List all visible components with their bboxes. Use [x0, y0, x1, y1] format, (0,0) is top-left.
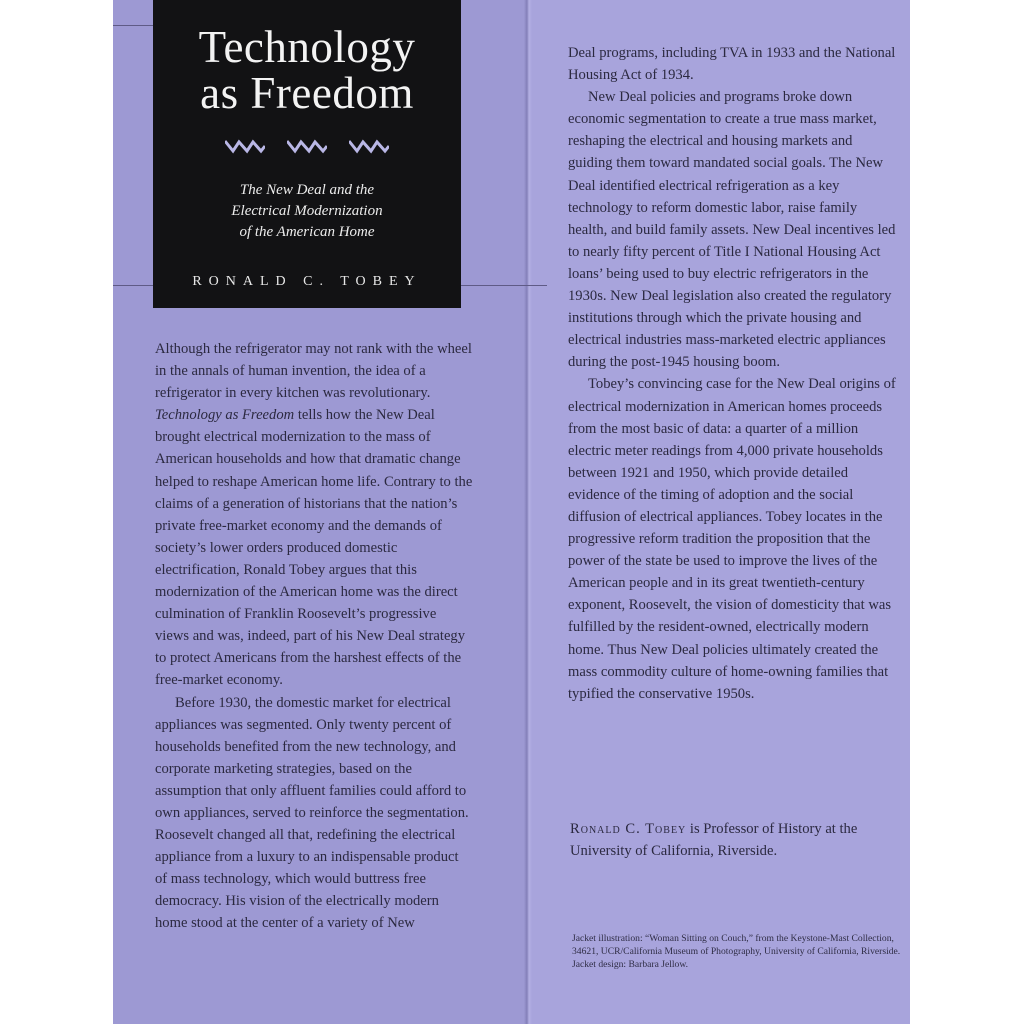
author-bio	[570, 818, 900, 862]
right-paragraph-1: New Deal policies and programs broke down economic segmentation to create a true mass market, reshaping the electrical and housing markets and guiding them toward mandated social goals. The New Deal identified electrical refrigeration as a key technology to reform domestic labor, raise family health, and build family assets. New Deal incentives led to nearly fifty percent of Title I National Housing Act loans’ being used to buy electric refrigerators in the 1930s. New Deal legislation also created the regulatory institutions through which the private housing and electrical industries mass-marketed electric appliances during the post-1945 housing boom.	[568, 89, 896, 371]
lightning-bolt-icon	[349, 138, 389, 154]
subtitle-line-2: Electrical Modernization	[231, 203, 383, 219]
book-author: RONALD C. TOBEY	[192, 274, 422, 289]
left-paragraph-2: Before 1930, the domestic market for electrical appliances was segmented. Only twenty percent of households benefited from the new technology, and corporate marketing strategies, based on the assumption that only affluent families could afford to own appliances, served to reinforce the segmentation. Roosevelt changed all that, redefining the electrical appliance from a luxury to an indispensable product of mass technology, which would buttress free democracy. His vision of the electrically modern home stood at the center of a variety of New	[155, 694, 469, 932]
book-title-reference: Technology as Freedom	[155, 407, 295, 424]
left-paragraph-1	[155, 338, 473, 692]
jacket-credits: Jacket illustration: “Woman Sitting on Couch,” from the Keystone-Mast Collection, 34621, UCR/California Museum of Photography, University of California, Riverside. Jacket design: Barbara Jellow.	[572, 933, 901, 970]
subtitle-line-3: of the American Home	[239, 224, 375, 240]
flap-text-right	[568, 42, 898, 705]
book-title	[153, 0, 461, 116]
lightning-bolt-icon	[225, 138, 265, 154]
book-subtitle	[153, 180, 461, 243]
lightning-ornaments	[153, 138, 461, 160]
rule-author-left	[113, 285, 153, 286]
rule-author-right	[461, 285, 547, 286]
subtitle-line-1: The New Deal and the	[239, 182, 375, 198]
jacket-fold-seam	[524, 0, 532, 1024]
lightning-bolt-icon	[287, 138, 327, 154]
left-paragraph-1-start: Although the refrigerator may not rank with the wheel in the annals of human invention, the idea of a refrigerator in every kitchen was revolutionary.	[155, 341, 472, 402]
right-paragraph-2: Tobey’s convincing case for the New Deal origins of electrical modernization in American homes proceeds from the most basic of data: a quarter of a million electric meter readings from 4,000 private households between 1921 and 1950, which provide detailed evidence of the timing of adoption and the social diffusion of electrical appliances. Tobey locates in the progressive reform tradition the proposition that the power of the state be used to improve the lives of the American people and in its great twentieth-century exponent, Roosevelt, the vision of domesticity that was fulfilled by the resident-owned, electrically modern home. Thus New Deal policies ultimately created the mass commodity culture of home-owning families that typified the conservative 1950s.	[568, 376, 896, 702]
left-paragraph-1-end: tells how the New Deal brought electrical modernization to the mass of American households and how that dramatic change helped to reshape American home life. Contrary to the claims of a generation of historians that the nation’s private free-market economy and the demands of society’s lower orders produced domestic electrification, Ronald Tobey argues that this modernization of the American home was the direct culmination of Franklin Roosevelt’s progressive views and was, indeed, part of his New Deal strategy to protect Americans from the harshest effects of the free-market economy.	[155, 407, 473, 689]
title-block	[153, 0, 461, 308]
author-bio-text: is Professor of History at the University of California, Riverside.	[570, 821, 858, 859]
flap-text-left	[155, 338, 473, 935]
author-bio-name: Ronald C. Tobey	[570, 821, 687, 837]
rule-top-left	[113, 25, 153, 26]
right-paragraph-0: Deal programs, including TVA in 1933 and the National Housing Act of 1934.	[568, 45, 896, 84]
title-line-1: Technology	[198, 22, 416, 72]
title-line-2: as Freedom	[200, 68, 414, 118]
